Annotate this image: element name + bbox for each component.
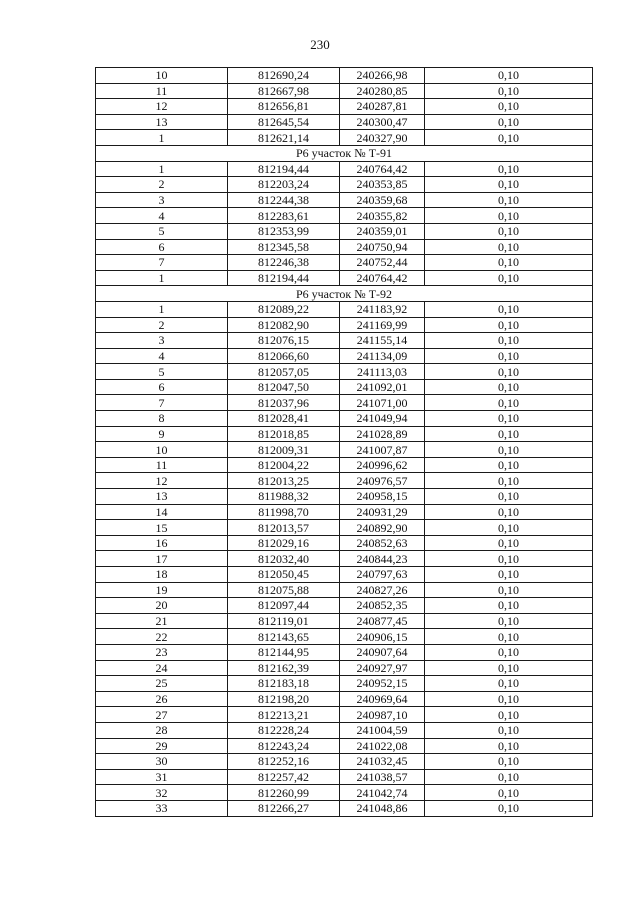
table-row: [96, 754, 593, 770]
y-coordinate-cell: 241004,59: [340, 722, 425, 738]
accuracy-cell: 0,10: [425, 130, 593, 146]
y-coordinate-cell: 241007,87: [340, 442, 425, 458]
x-coordinate-cell: 811988,32: [228, 489, 340, 505]
point-number-cell: 5: [96, 223, 228, 239]
y-coordinate-cell: 241028,89: [340, 426, 425, 442]
accuracy-cell: 0,10: [425, 754, 593, 770]
accuracy-cell: 0,10: [425, 99, 593, 115]
y-coordinate-cell: 241049,94: [340, 411, 425, 427]
table-row: [96, 348, 593, 364]
point-number-cell: 19: [96, 582, 228, 598]
x-coordinate-cell: 812645,54: [228, 114, 340, 130]
table-row: [96, 644, 593, 660]
table-row: [96, 192, 593, 208]
point-number-cell: 26: [96, 691, 228, 707]
accuracy-cell: 0,10: [425, 800, 593, 816]
table-row: [96, 68, 593, 84]
x-coordinate-cell: 812082,90: [228, 317, 340, 333]
x-coordinate-cell: 812029,16: [228, 535, 340, 551]
point-number-cell: 1: [96, 301, 228, 317]
point-number-cell: 31: [96, 769, 228, 785]
point-number-cell: 27: [96, 707, 228, 723]
x-coordinate-cell: 812667,98: [228, 83, 340, 99]
y-coordinate-cell: 240280,85: [340, 83, 425, 99]
x-coordinate-cell: 812028,41: [228, 411, 340, 427]
y-coordinate-cell: 240931,29: [340, 504, 425, 520]
y-coordinate-cell: 241092,01: [340, 379, 425, 395]
point-number-cell: 30: [96, 754, 228, 770]
y-coordinate-cell: 240996,62: [340, 457, 425, 473]
point-number-cell: 29: [96, 738, 228, 754]
x-coordinate-cell: 812047,50: [228, 379, 340, 395]
x-coordinate-cell: 812621,14: [228, 130, 340, 146]
y-coordinate-cell: 241048,86: [340, 800, 425, 816]
x-coordinate-cell: 812066,60: [228, 348, 340, 364]
accuracy-cell: 0,10: [425, 208, 593, 224]
table-row: [96, 722, 593, 738]
section-title: Р6 участок № Т-92: [96, 286, 593, 302]
table-row: [96, 691, 593, 707]
accuracy-cell: 0,10: [425, 582, 593, 598]
table-row: [96, 426, 593, 442]
point-number-cell: 25: [96, 676, 228, 692]
accuracy-cell: 0,10: [425, 473, 593, 489]
accuracy-cell: 0,10: [425, 722, 593, 738]
x-coordinate-cell: 812050,45: [228, 567, 340, 583]
point-number-cell: 3: [96, 192, 228, 208]
table-row: [96, 177, 593, 193]
y-coordinate-cell: 240750,94: [340, 239, 425, 255]
accuracy-cell: 0,10: [425, 255, 593, 271]
table-row: [96, 379, 593, 395]
table-row: [96, 130, 593, 146]
accuracy-cell: 0,10: [425, 114, 593, 130]
point-number-cell: 1: [96, 130, 228, 146]
y-coordinate-cell: 241155,14: [340, 333, 425, 349]
point-number-cell: 32: [96, 785, 228, 801]
accuracy-cell: 0,10: [425, 301, 593, 317]
accuracy-cell: 0,10: [425, 379, 593, 395]
table-row: [96, 114, 593, 130]
x-coordinate-cell: 812353,99: [228, 223, 340, 239]
y-coordinate-cell: 240355,82: [340, 208, 425, 224]
table-row: [96, 99, 593, 115]
y-coordinate-cell: 240969,64: [340, 691, 425, 707]
point-number-cell: 6: [96, 379, 228, 395]
point-number-cell: 23: [96, 644, 228, 660]
y-coordinate-cell: 240752,44: [340, 255, 425, 271]
point-number-cell: 7: [96, 395, 228, 411]
table-row: [96, 473, 593, 489]
accuracy-cell: 0,10: [425, 333, 593, 349]
coordinates-table-body: [96, 68, 593, 817]
table-row: [96, 676, 593, 692]
point-number-cell: 1: [96, 270, 228, 286]
point-number-cell: 12: [96, 99, 228, 115]
point-number-cell: 11: [96, 457, 228, 473]
point-number-cell: 6: [96, 239, 228, 255]
x-coordinate-cell: 812076,15: [228, 333, 340, 349]
y-coordinate-cell: 240359,68: [340, 192, 425, 208]
y-coordinate-cell: 240764,42: [340, 161, 425, 177]
point-number-cell: 9: [96, 426, 228, 442]
table-row: [96, 270, 593, 286]
accuracy-cell: 0,10: [425, 83, 593, 99]
table-row: [96, 208, 593, 224]
point-number-cell: 13: [96, 489, 228, 505]
point-number-cell: 12: [96, 473, 228, 489]
point-number-cell: 4: [96, 208, 228, 224]
x-coordinate-cell: 812228,24: [228, 722, 340, 738]
y-coordinate-cell: 241134,09: [340, 348, 425, 364]
y-coordinate-cell: 240958,15: [340, 489, 425, 505]
point-number-cell: 28: [96, 722, 228, 738]
table-row: [96, 567, 593, 583]
table-row: [96, 301, 593, 317]
point-number-cell: 11: [96, 83, 228, 99]
y-coordinate-cell: 241183,92: [340, 301, 425, 317]
table-row: [96, 613, 593, 629]
accuracy-cell: 0,10: [425, 707, 593, 723]
accuracy-cell: 0,10: [425, 676, 593, 692]
x-coordinate-cell: 812244,38: [228, 192, 340, 208]
accuracy-cell: 0,10: [425, 192, 593, 208]
accuracy-cell: 0,10: [425, 785, 593, 801]
accuracy-cell: 0,10: [425, 239, 593, 255]
point-number-cell: 10: [96, 68, 228, 84]
point-number-cell: 13: [96, 114, 228, 130]
page-number: 230: [310, 37, 330, 52]
accuracy-cell: 0,10: [425, 598, 593, 614]
y-coordinate-cell: 240764,42: [340, 270, 425, 286]
accuracy-cell: 0,10: [425, 520, 593, 536]
point-number-cell: 7: [96, 255, 228, 271]
y-coordinate-cell: 240976,57: [340, 473, 425, 489]
x-coordinate-cell: 812075,88: [228, 582, 340, 598]
point-number-cell: 1: [96, 161, 228, 177]
table-row: [96, 520, 593, 536]
x-coordinate-cell: 812260,99: [228, 785, 340, 801]
accuracy-cell: 0,10: [425, 317, 593, 333]
section-title: Р6 участок № Т-91: [96, 145, 593, 161]
x-coordinate-cell: 812246,38: [228, 255, 340, 271]
x-coordinate-cell: 812266,27: [228, 800, 340, 816]
x-coordinate-cell: 812089,22: [228, 301, 340, 317]
table-row: [96, 255, 593, 271]
y-coordinate-cell: 240987,10: [340, 707, 425, 723]
y-coordinate-cell: 241113,03: [340, 364, 425, 380]
point-number-cell: 20: [96, 598, 228, 614]
point-number-cell: 14: [96, 504, 228, 520]
table-row: [96, 707, 593, 723]
table-row: [96, 333, 593, 349]
point-number-cell: 15: [96, 520, 228, 536]
y-coordinate-cell: 240353,85: [340, 177, 425, 193]
y-coordinate-cell: 240906,15: [340, 629, 425, 645]
table-row: [96, 800, 593, 816]
point-number-cell: 17: [96, 551, 228, 567]
table-row: [96, 785, 593, 801]
accuracy-cell: 0,10: [425, 551, 593, 567]
table-row: [96, 442, 593, 458]
table-row: [96, 223, 593, 239]
table-row: [96, 239, 593, 255]
accuracy-cell: 0,10: [425, 411, 593, 427]
accuracy-cell: 0,10: [425, 223, 593, 239]
accuracy-cell: 0,10: [425, 769, 593, 785]
x-coordinate-cell: 812119,01: [228, 613, 340, 629]
x-coordinate-cell: 812097,44: [228, 598, 340, 614]
y-coordinate-cell: 241071,00: [340, 395, 425, 411]
x-coordinate-cell: 812198,20: [228, 691, 340, 707]
point-number-cell: 10: [96, 442, 228, 458]
y-coordinate-cell: 240907,64: [340, 644, 425, 660]
accuracy-cell: 0,10: [425, 660, 593, 676]
x-coordinate-cell: 812283,61: [228, 208, 340, 224]
x-coordinate-cell: 812194,44: [228, 161, 340, 177]
table-row: [96, 629, 593, 645]
x-coordinate-cell: 812243,24: [228, 738, 340, 754]
table-row: [96, 395, 593, 411]
y-coordinate-cell: 240877,45: [340, 613, 425, 629]
accuracy-cell: 0,10: [425, 364, 593, 380]
coordinates-table: [95, 67, 593, 817]
section-header-row: [96, 145, 593, 161]
x-coordinate-cell: 811998,70: [228, 504, 340, 520]
y-coordinate-cell: 240359,01: [340, 223, 425, 239]
point-number-cell: 24: [96, 660, 228, 676]
table-row: [96, 769, 593, 785]
y-coordinate-cell: 240827,26: [340, 582, 425, 598]
table-row: [96, 83, 593, 99]
point-number-cell: 22: [96, 629, 228, 645]
point-number-cell: 3: [96, 333, 228, 349]
accuracy-cell: 0,10: [425, 426, 593, 442]
point-number-cell: 21: [96, 613, 228, 629]
accuracy-cell: 0,10: [425, 177, 593, 193]
y-coordinate-cell: 240952,15: [340, 676, 425, 692]
accuracy-cell: 0,10: [425, 691, 593, 707]
y-coordinate-cell: 240266,98: [340, 68, 425, 84]
section-header-row: [96, 286, 593, 302]
y-coordinate-cell: 240852,63: [340, 535, 425, 551]
y-coordinate-cell: 241032,45: [340, 754, 425, 770]
x-coordinate-cell: 812009,31: [228, 442, 340, 458]
y-coordinate-cell: 241042,74: [340, 785, 425, 801]
accuracy-cell: 0,10: [425, 270, 593, 286]
x-coordinate-cell: 812194,44: [228, 270, 340, 286]
x-coordinate-cell: 812013,57: [228, 520, 340, 536]
x-coordinate-cell: 812057,05: [228, 364, 340, 380]
accuracy-cell: 0,10: [425, 535, 593, 551]
accuracy-cell: 0,10: [425, 738, 593, 754]
point-number-cell: 16: [96, 535, 228, 551]
accuracy-cell: 0,10: [425, 395, 593, 411]
point-number-cell: 18: [96, 567, 228, 583]
accuracy-cell: 0,10: [425, 348, 593, 364]
table-row: [96, 660, 593, 676]
point-number-cell: 2: [96, 317, 228, 333]
table-row: [96, 411, 593, 427]
accuracy-cell: 0,10: [425, 504, 593, 520]
accuracy-cell: 0,10: [425, 644, 593, 660]
x-coordinate-cell: 812144,95: [228, 644, 340, 660]
table-row: [96, 582, 593, 598]
table-row: [96, 535, 593, 551]
y-coordinate-cell: 241169,99: [340, 317, 425, 333]
table-row: [96, 598, 593, 614]
table-row: [96, 364, 593, 380]
x-coordinate-cell: 812690,24: [228, 68, 340, 84]
y-coordinate-cell: 241022,08: [340, 738, 425, 754]
table-row: [96, 161, 593, 177]
x-coordinate-cell: 812345,58: [228, 239, 340, 255]
x-coordinate-cell: 812162,39: [228, 660, 340, 676]
x-coordinate-cell: 812203,24: [228, 177, 340, 193]
accuracy-cell: 0,10: [425, 161, 593, 177]
table-row: [96, 317, 593, 333]
table-row: [96, 504, 593, 520]
y-coordinate-cell: 240927,97: [340, 660, 425, 676]
x-coordinate-cell: 812143,65: [228, 629, 340, 645]
accuracy-cell: 0,10: [425, 442, 593, 458]
x-coordinate-cell: 812032,40: [228, 551, 340, 567]
y-coordinate-cell: 240797,63: [340, 567, 425, 583]
x-coordinate-cell: 812257,42: [228, 769, 340, 785]
y-coordinate-cell: 240852,35: [340, 598, 425, 614]
x-coordinate-cell: 812252,16: [228, 754, 340, 770]
accuracy-cell: 0,10: [425, 68, 593, 84]
x-coordinate-cell: 812656,81: [228, 99, 340, 115]
accuracy-cell: 0,10: [425, 457, 593, 473]
table-row: [96, 551, 593, 567]
table-row: [96, 738, 593, 754]
accuracy-cell: 0,10: [425, 613, 593, 629]
x-coordinate-cell: 812013,25: [228, 473, 340, 489]
accuracy-cell: 0,10: [425, 567, 593, 583]
x-coordinate-cell: 812004,22: [228, 457, 340, 473]
y-coordinate-cell: 240844,23: [340, 551, 425, 567]
point-number-cell: 8: [96, 411, 228, 427]
point-number-cell: 2: [96, 177, 228, 193]
accuracy-cell: 0,10: [425, 489, 593, 505]
x-coordinate-cell: 812213,21: [228, 707, 340, 723]
y-coordinate-cell: 240327,90: [340, 130, 425, 146]
y-coordinate-cell: 240300,47: [340, 114, 425, 130]
x-coordinate-cell: 812018,85: [228, 426, 340, 442]
y-coordinate-cell: 240892,90: [340, 520, 425, 536]
x-coordinate-cell: 812183,18: [228, 676, 340, 692]
point-number-cell: 4: [96, 348, 228, 364]
table-row: [96, 489, 593, 505]
table-row: [96, 457, 593, 473]
y-coordinate-cell: 240287,81: [340, 99, 425, 115]
point-number-cell: 5: [96, 364, 228, 380]
x-coordinate-cell: 812037,96: [228, 395, 340, 411]
y-coordinate-cell: 241038,57: [340, 769, 425, 785]
point-number-cell: 33: [96, 800, 228, 816]
accuracy-cell: 0,10: [425, 629, 593, 645]
